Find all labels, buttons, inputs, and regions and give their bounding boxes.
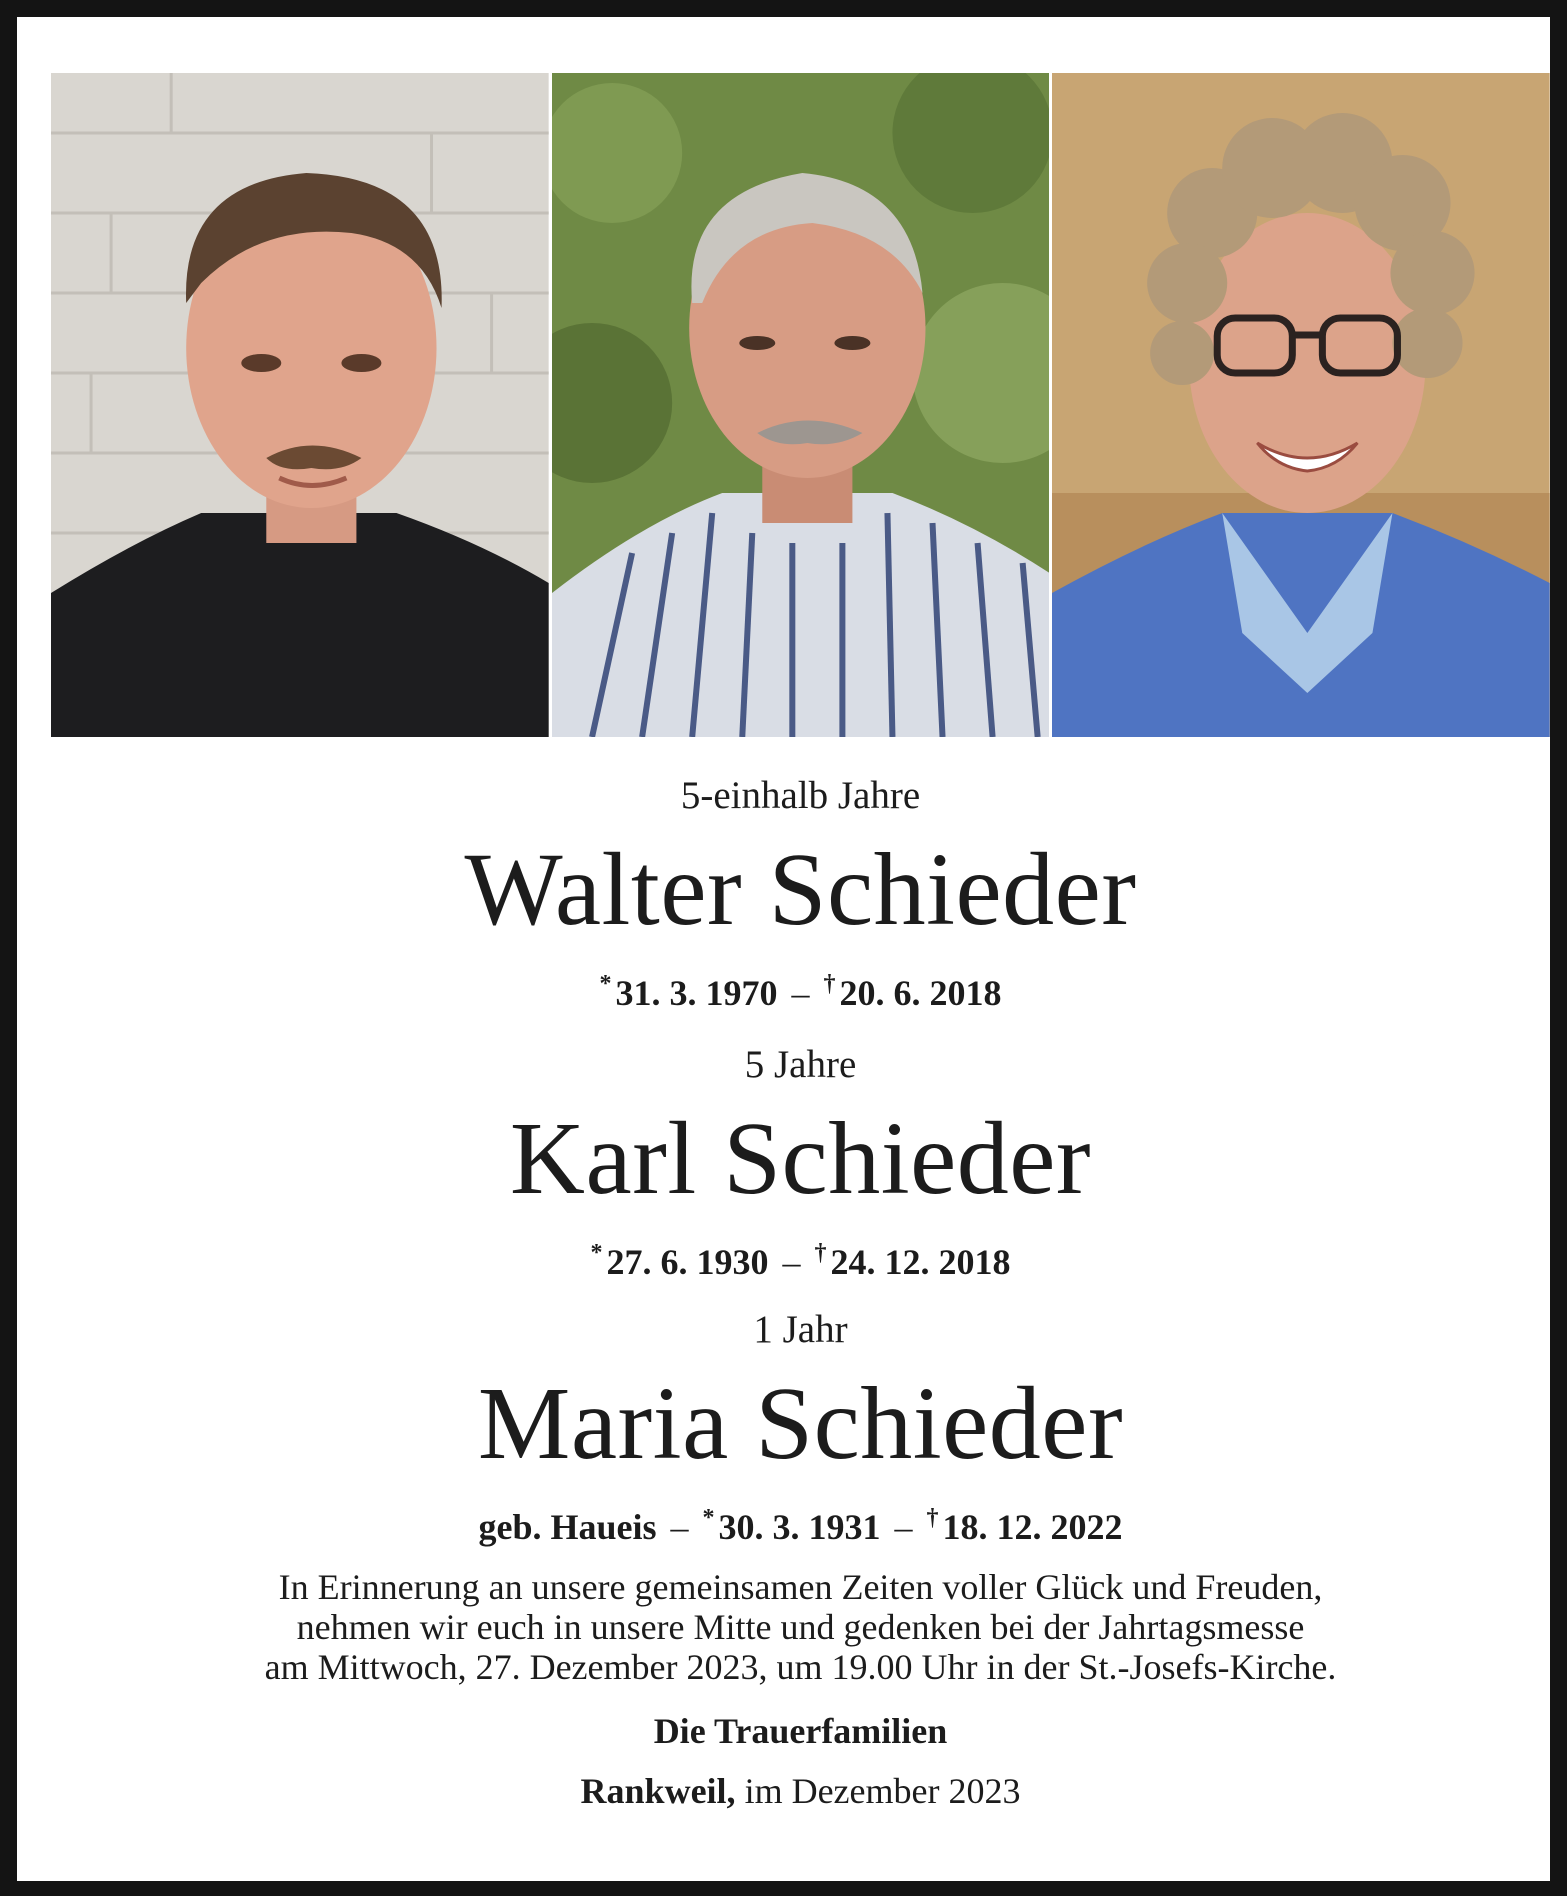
place-date [51, 1769, 1550, 1813]
dates-walter [51, 962, 1550, 1015]
born-date-maria: 30. 3. 1931 [718, 1507, 881, 1547]
memorial-line-1: In Erinnerung an unsere gemeinsamen Zeiten voller Glück und Freuden, [278, 1567, 1323, 1607]
person-walter [51, 772, 1550, 1015]
person-karl [51, 1041, 1550, 1284]
born-date-karl: 27. 6. 1930 [606, 1242, 769, 1282]
died-symbol: † [814, 1240, 827, 1266]
born-symbol: * [702, 1505, 715, 1531]
died-date-walter: 20. 6. 2018 [839, 973, 1002, 1013]
portrait-walter [51, 73, 549, 737]
memorial-text [51, 1567, 1550, 1687]
born-date-walter: 31. 3. 1970 [615, 973, 778, 1013]
portrait-karl [552, 73, 1050, 737]
dates-karl [51, 1231, 1550, 1284]
born-symbol: * [599, 971, 612, 997]
died-date-maria: 18. 12. 2022 [942, 1507, 1123, 1547]
family-signature: Die Trauerfamilien [653, 1711, 948, 1751]
name-walter: Walter Schieder [464, 832, 1137, 947]
memorial-line-3: am Mittwoch, 27. Dezember 2023, um 19.00 Uhr in der St.-Josefs-Kirche. [264, 1647, 1337, 1687]
memorial-line-2: nehmen wir euch in unsere Mitte und gedenken bei der Jahrtagsmesse [296, 1607, 1305, 1647]
signature-date: im Dezember 2023 [744, 1771, 1021, 1811]
portrait-maria [1052, 73, 1550, 737]
name-maria: Maria Schieder [477, 1366, 1124, 1481]
place-name: Rankweil, [580, 1771, 736, 1811]
years-karl: 5 Jahre [744, 1043, 857, 1086]
dates-maria [51, 1496, 1550, 1549]
name-karl: Karl Schieder [509, 1101, 1092, 1216]
died-symbol: † [823, 971, 836, 997]
person-maria [51, 1306, 1550, 1549]
portrait-row [51, 73, 1550, 737]
born-symbol: * [590, 1240, 603, 1266]
years-maria: 1 Jahr [753, 1308, 848, 1351]
died-date-karl: 24. 12. 2018 [830, 1242, 1011, 1282]
date-dash: – [894, 1507, 913, 1547]
date-dash: – [670, 1507, 689, 1547]
date-dash: – [782, 1242, 801, 1282]
date-dash: – [791, 973, 810, 1013]
obituary-text [51, 772, 1550, 1813]
years-walter: 5-einhalb Jahre [680, 774, 921, 817]
died-symbol: † [926, 1505, 939, 1531]
maiden-name-maria: geb. Haueis [478, 1507, 657, 1547]
